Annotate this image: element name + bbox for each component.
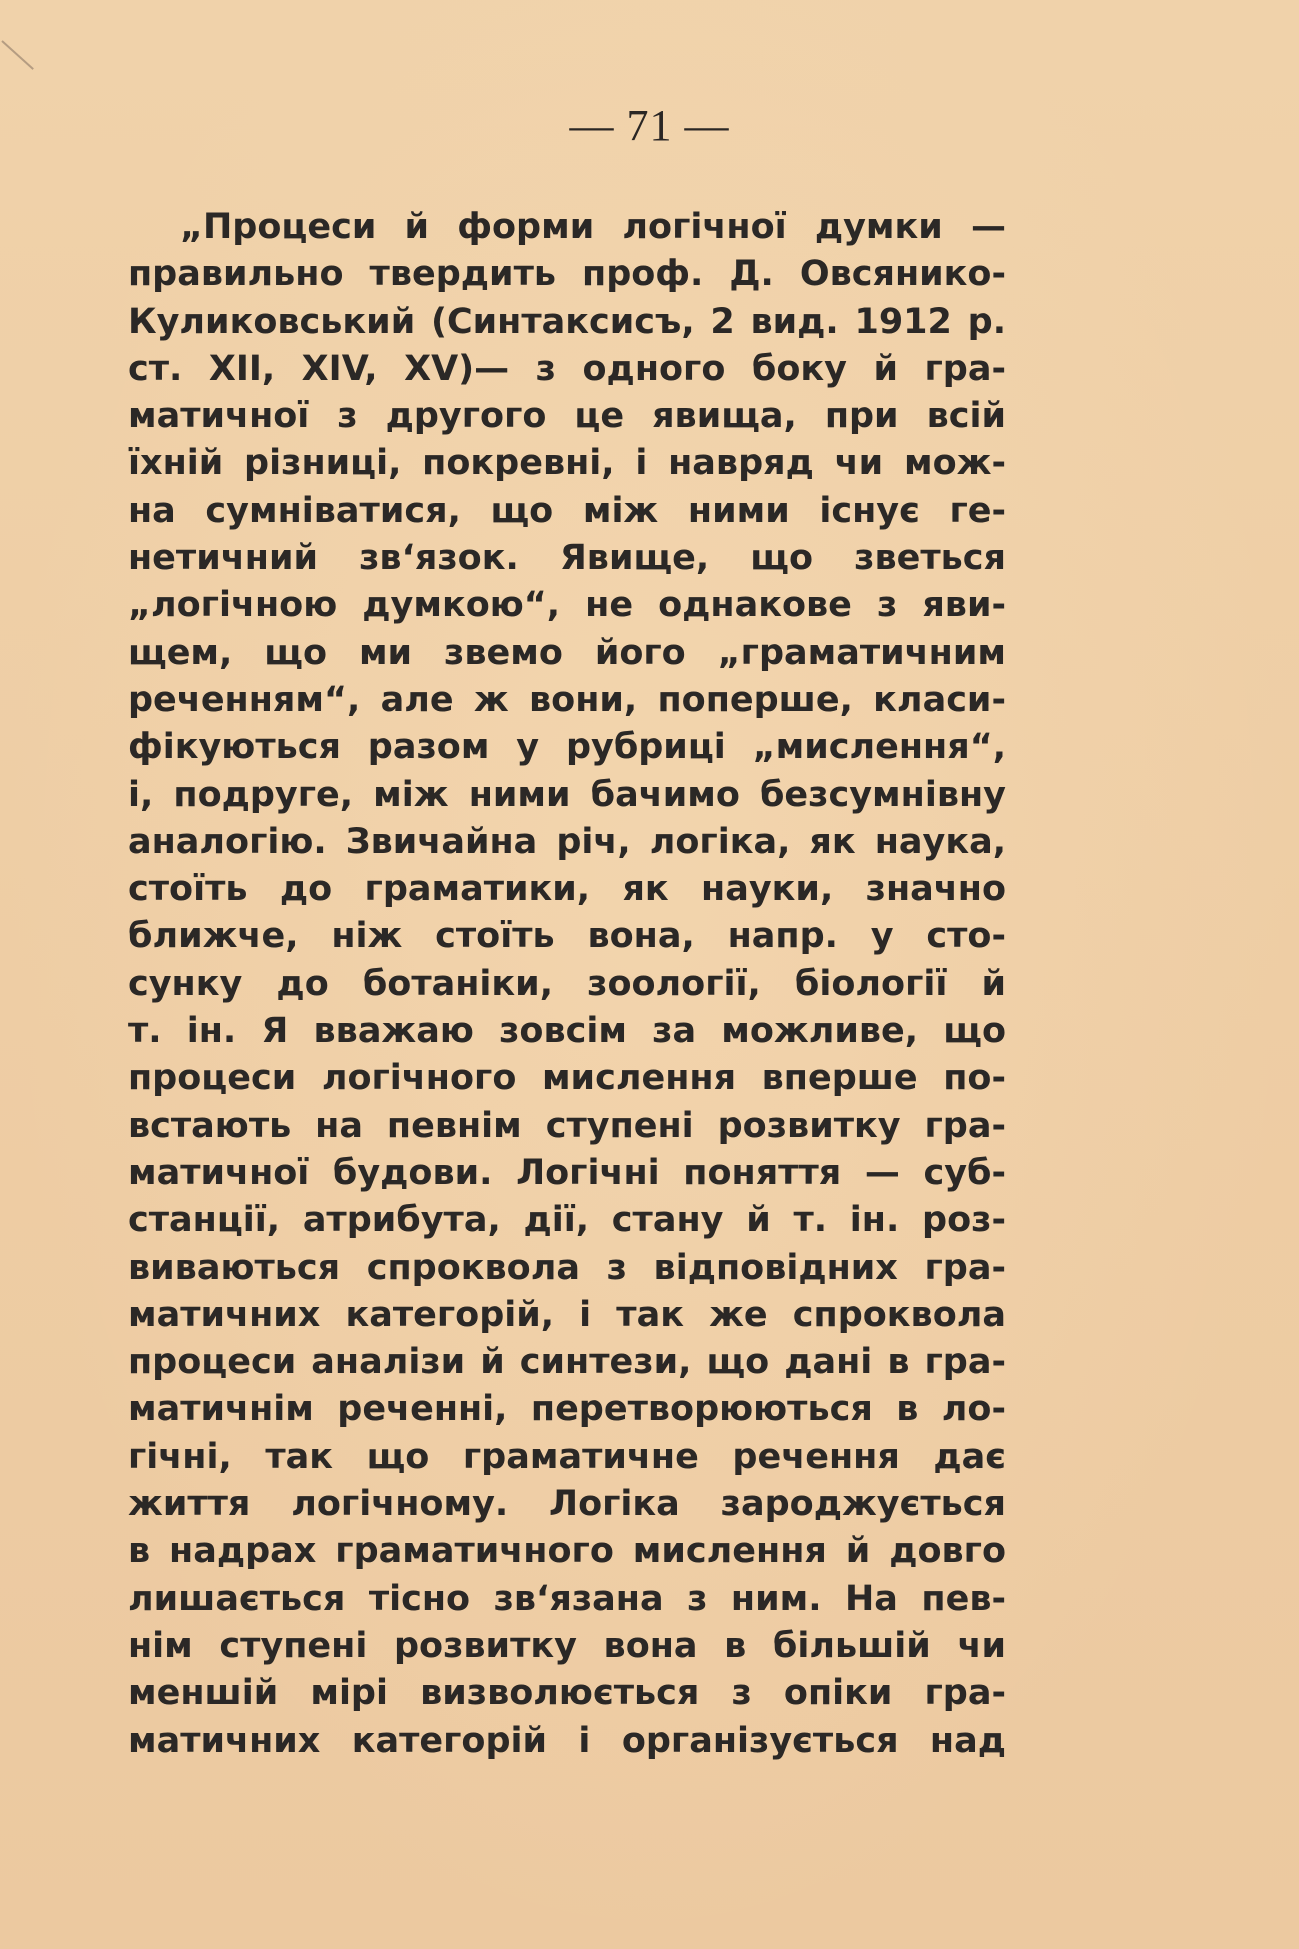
text-line: щем, що ми звемо його „граматичним xyxy=(128,632,1006,673)
text-line: і, подруге, між ними бачимо безсумнівну xyxy=(128,774,1006,815)
text-line: ближче, ніж стоїть вона, напр. у сто- xyxy=(128,916,1006,957)
page-number: — 71 — xyxy=(569,101,730,150)
text-line: лишається тісно зв‘язана з ним. На пев- xyxy=(128,1578,1006,1619)
text-line: нім ступені розвитку вона в більшій чи xyxy=(128,1625,1006,1666)
text-line: матичних категорій, і так же спроквола xyxy=(128,1294,1006,1335)
text-line: життя логічному. Логіка зароджується xyxy=(128,1484,1006,1525)
text-line: меншій мірі визволюється з опіки гра- xyxy=(128,1673,1006,1714)
text-line: процеси логічного мислення вперше по- xyxy=(128,1058,1006,1099)
text-line: „Процеси й форми логічної думки — xyxy=(180,207,1006,247)
text-line: аналогію. Звичайна річ, логіка, як наука, xyxy=(128,821,1006,862)
text-line: на сумніватися, що між ними існує ге- xyxy=(128,490,1006,531)
text-line: ст. XII, XIV, XV)— з одного боку й гра- xyxy=(128,348,1006,389)
text-line: станції, атрибута, дії, стану й т. ін. роз- xyxy=(128,1200,1006,1241)
text-line: стоїть до граматики, як науки, значно xyxy=(128,869,1006,910)
text-line: Куликовський (Синтаксисъ, 2 вид. 1912 р. xyxy=(128,301,1006,342)
text-line: правильно твердить проф. Д. Овсянико- xyxy=(128,254,1006,295)
page-corner-mark xyxy=(1,40,34,70)
text-line: встають на певнім ступені розвитку гра- xyxy=(128,1105,1006,1146)
text-line: реченням“, але ж вони, поперше, класи- xyxy=(128,679,1006,720)
text-line: їхній різниці, покревні, і навряд чи мож- xyxy=(128,443,1006,484)
text-line: процеси аналізи й синтези, що дані в гра- xyxy=(128,1342,1006,1383)
text-line: т. ін. Я вважаю зовсім за можливе, що xyxy=(128,1011,1006,1052)
text-line: гічні, так що граматичне речення дає xyxy=(128,1436,1006,1477)
body-text xyxy=(128,204,1006,1765)
text-line: в надрах граматичного мислення й довго xyxy=(128,1531,1006,1572)
text-line: виваються спроквола з відповідних гра- xyxy=(128,1247,1006,1288)
text-line: сунку до ботаніки, зоології, біології й xyxy=(128,963,1006,1004)
text-line: матичної з другого це явища, при всій xyxy=(128,396,1006,437)
text-line: „логічною думкою“, не однакове з яви- xyxy=(128,585,1006,626)
text-line: матичних категорій і організується над xyxy=(128,1720,1006,1761)
text-line: фікуються разом у рубриці „мислення“, xyxy=(128,727,1006,768)
text-line: матичної будови. Логічні поняття — суб- xyxy=(128,1152,1006,1193)
text-line: матичнім реченні, перетворюються в ло- xyxy=(128,1389,1006,1430)
text-line: нетичний зв‘язок. Явище, що зветься xyxy=(128,538,1006,579)
